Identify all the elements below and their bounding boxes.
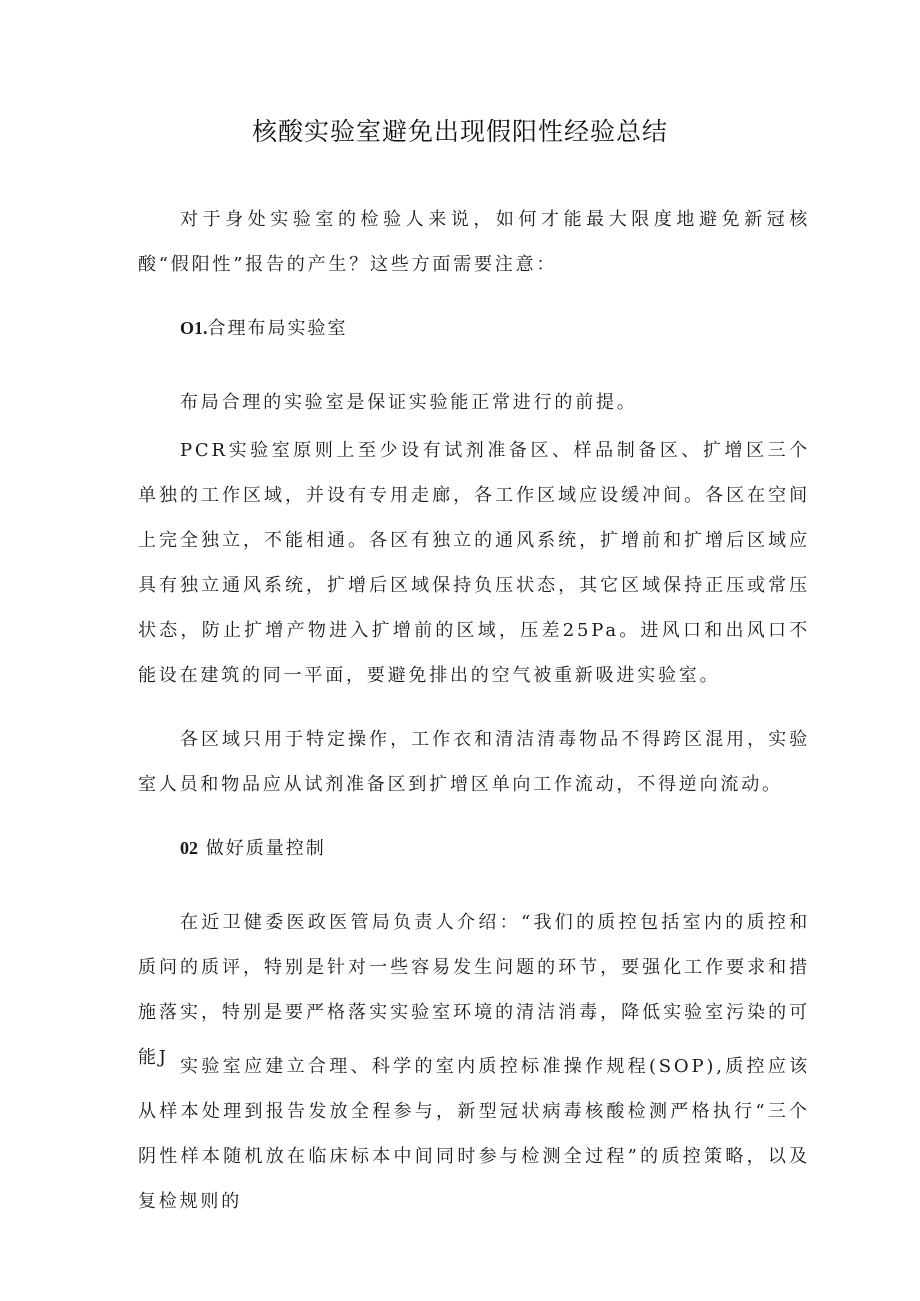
section-number-1: O1. — [180, 318, 208, 338]
section-heading-1 — [180, 313, 348, 344]
section-number-2: 02 — [180, 838, 198, 858]
section-heading-2 — [180, 833, 326, 864]
section-title-2: 做好质量控制 — [205, 838, 326, 859]
section-title-1: 合理布局实验室 — [207, 318, 348, 339]
section1-paragraph-2: PCR实验室原则上至少设有试剂准备区、样品制备区、扩增区三个单独的工作区域，并设有专用走廊，各工作区域应设缓冲间。各区在空间上完全独立，不能相通。各区有独立的通风系统，扩增前和扩增后区域应具有独立通风系统，扩增后区域保持负压状态，其它区域保持正压或常压状态，防止扩增产物进入扩增前的区域，压差25Pa。进风口和出风口不能设在建筑的同一平面，要避免排出的空气被重新吸进实验室。 — [138, 440, 810, 686]
intro-paragraph: 对于身处实验室的检验人来说，如何才能最大限度地避免新冠核酸“假阳性”报告的产生？这些方面需要注意： — [138, 209, 810, 275]
document-title: 核酸实验室避免出现假阳性经验总结 — [251, 117, 668, 146]
section1-paragraph-3: 各区域只用于特定操作，工作衣和清洁清毒物品不得跨区混用，实验室人员和物品应从试剂准备区到扩增区单向工作流动，不得逆向流动。 — [138, 729, 810, 795]
section2-paragraph-1: 在近卫健委医政医管局负责人介绍：“我们的质控包括室内的质控和质问的质评，特别是针对一些容易发生问题的环节，要强化工作要求和措施落实，特别是要严格落实实验室环境的清洁消毒，降低实验室污染的可能J — [138, 912, 810, 1068]
section2-paragraph-2: 实验室应建立合理、科学的室内质控标准操作规程(SOP),质控应该从样本处理到报告发放全程参与，新型冠状病毒核酸检测严格执行“三个阴性样本随机放在临床标本中间同时参与检测全过程”的质控策略，以及复检规则的 — [138, 1056, 810, 1212]
section1-paragraph-1: 布局合理的实验室是保证实验能正常进行的前提。 — [180, 392, 638, 413]
